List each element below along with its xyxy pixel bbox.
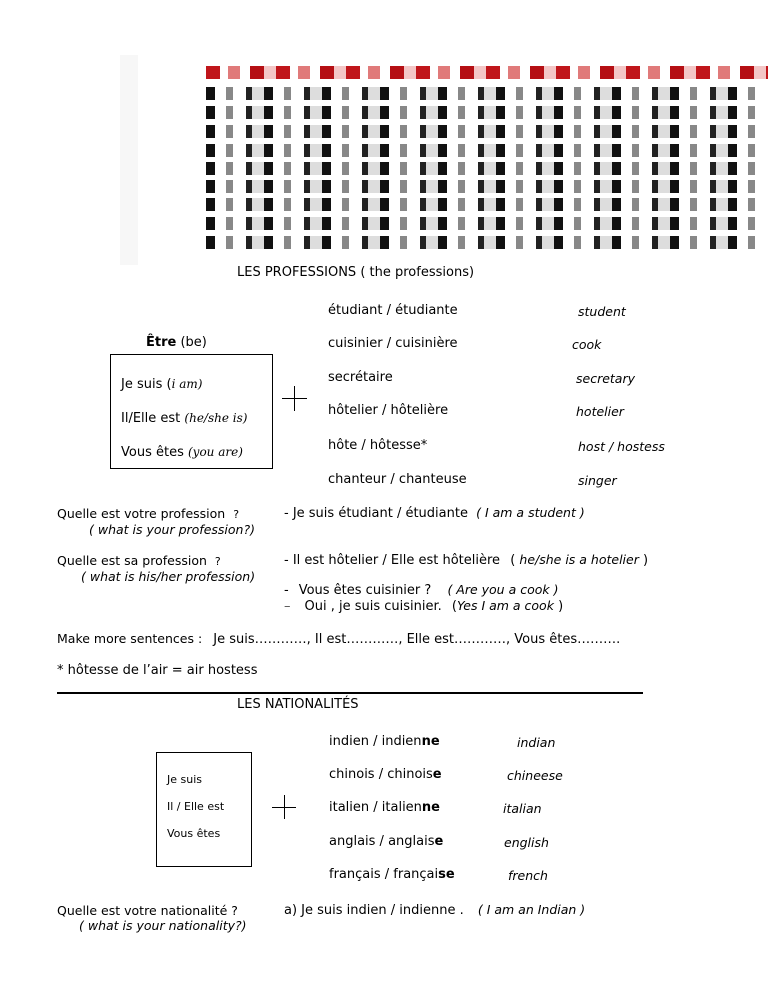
question-sa-profession-translation: ( what is his/her profession) — [81, 569, 256, 584]
nationality-translation: french — [508, 868, 548, 883]
profession-word: hôte / hôtesse* — [328, 438, 428, 453]
answer-profession: - Je suis étudiant / étudiante ( I am a student ) — [284, 505, 585, 521]
profession-word: cuisinier / cuisinière — [328, 336, 458, 351]
banner-edge — [120, 55, 138, 265]
nationality-word: indien / indienne — [329, 734, 440, 749]
question-profession: Quelle est votre profession ? — [57, 506, 240, 521]
professions-heading: LES PROFESSIONS ( the professions) — [237, 265, 475, 280]
pronoun-il-elle: Il / Elle est — [167, 800, 225, 813]
question-nationality-translation: ( what is your nationality?) — [79, 918, 247, 933]
answer-nationality: a) Je suis indien / indienne . ( I am an Indian ) — [284, 902, 586, 918]
example-answer-cook: – Oui , je suis cuisinier. (Yes I am a cook ) — [284, 598, 564, 614]
question-nationality: Quelle est votre nationalité ? — [57, 903, 238, 918]
nationality-translation: italian — [503, 801, 542, 816]
profession-translation: secretary — [576, 371, 636, 386]
header-banner-image — [206, 62, 768, 252]
footnote: * hôtesse de l’air = air hostess — [57, 663, 258, 678]
profession-translation: cook — [572, 337, 602, 352]
pronoun-vous: Vous êtes — [167, 827, 221, 840]
profession-word: étudiant / étudiante — [328, 303, 458, 318]
profession-translation: host / hostess — [578, 439, 665, 454]
pronoun-je: Je suis (i am) — [121, 377, 203, 392]
profession-translation: singer — [578, 473, 617, 488]
nationality-translation: english — [504, 835, 549, 850]
etre-label: Être (be) — [146, 335, 207, 350]
question-profession-translation: ( what is your profession?) — [89, 522, 255, 537]
pronoun-il-elle: Il/Elle est (he/she is) — [121, 411, 248, 426]
make-more-sentences: Make more sentences : Je suis…………, Il est…………, Elle est…………, Vous êtes………. — [57, 631, 621, 647]
nationality-word: italien / italienne — [329, 800, 440, 815]
example-question-cook: - Vous êtes cuisinier ? ( Are you a cook ) — [284, 582, 559, 598]
profession-word: hôtelier / hôtelière — [328, 403, 449, 418]
nationality-translation: chineese — [507, 768, 563, 783]
profession-translation: hotelier — [576, 404, 624, 419]
question-sa-profession: Quelle est sa profession ? — [57, 553, 221, 568]
pronoun-vous: Vous êtes (you are) — [121, 445, 243, 460]
answer-sa-profession: - Il est hôtelier / Elle est hôtelière ( he/she is a hotelier ) — [284, 552, 649, 568]
nationality-word: français / française — [329, 867, 455, 882]
profession-word: chanteur / chanteuse — [328, 472, 467, 487]
nationality-translation: indian — [517, 735, 556, 750]
profession-translation: student — [578, 304, 626, 319]
profession-word: secrétaire — [328, 370, 393, 385]
nationalities-heading: LES NATIONALITÉS — [237, 697, 359, 712]
nationality-word: anglais / anglaise — [329, 834, 444, 849]
pronoun-je: Je suis — [167, 773, 202, 786]
section-divider — [57, 692, 643, 694]
nationality-word: chinois / chinoise — [329, 767, 442, 782]
